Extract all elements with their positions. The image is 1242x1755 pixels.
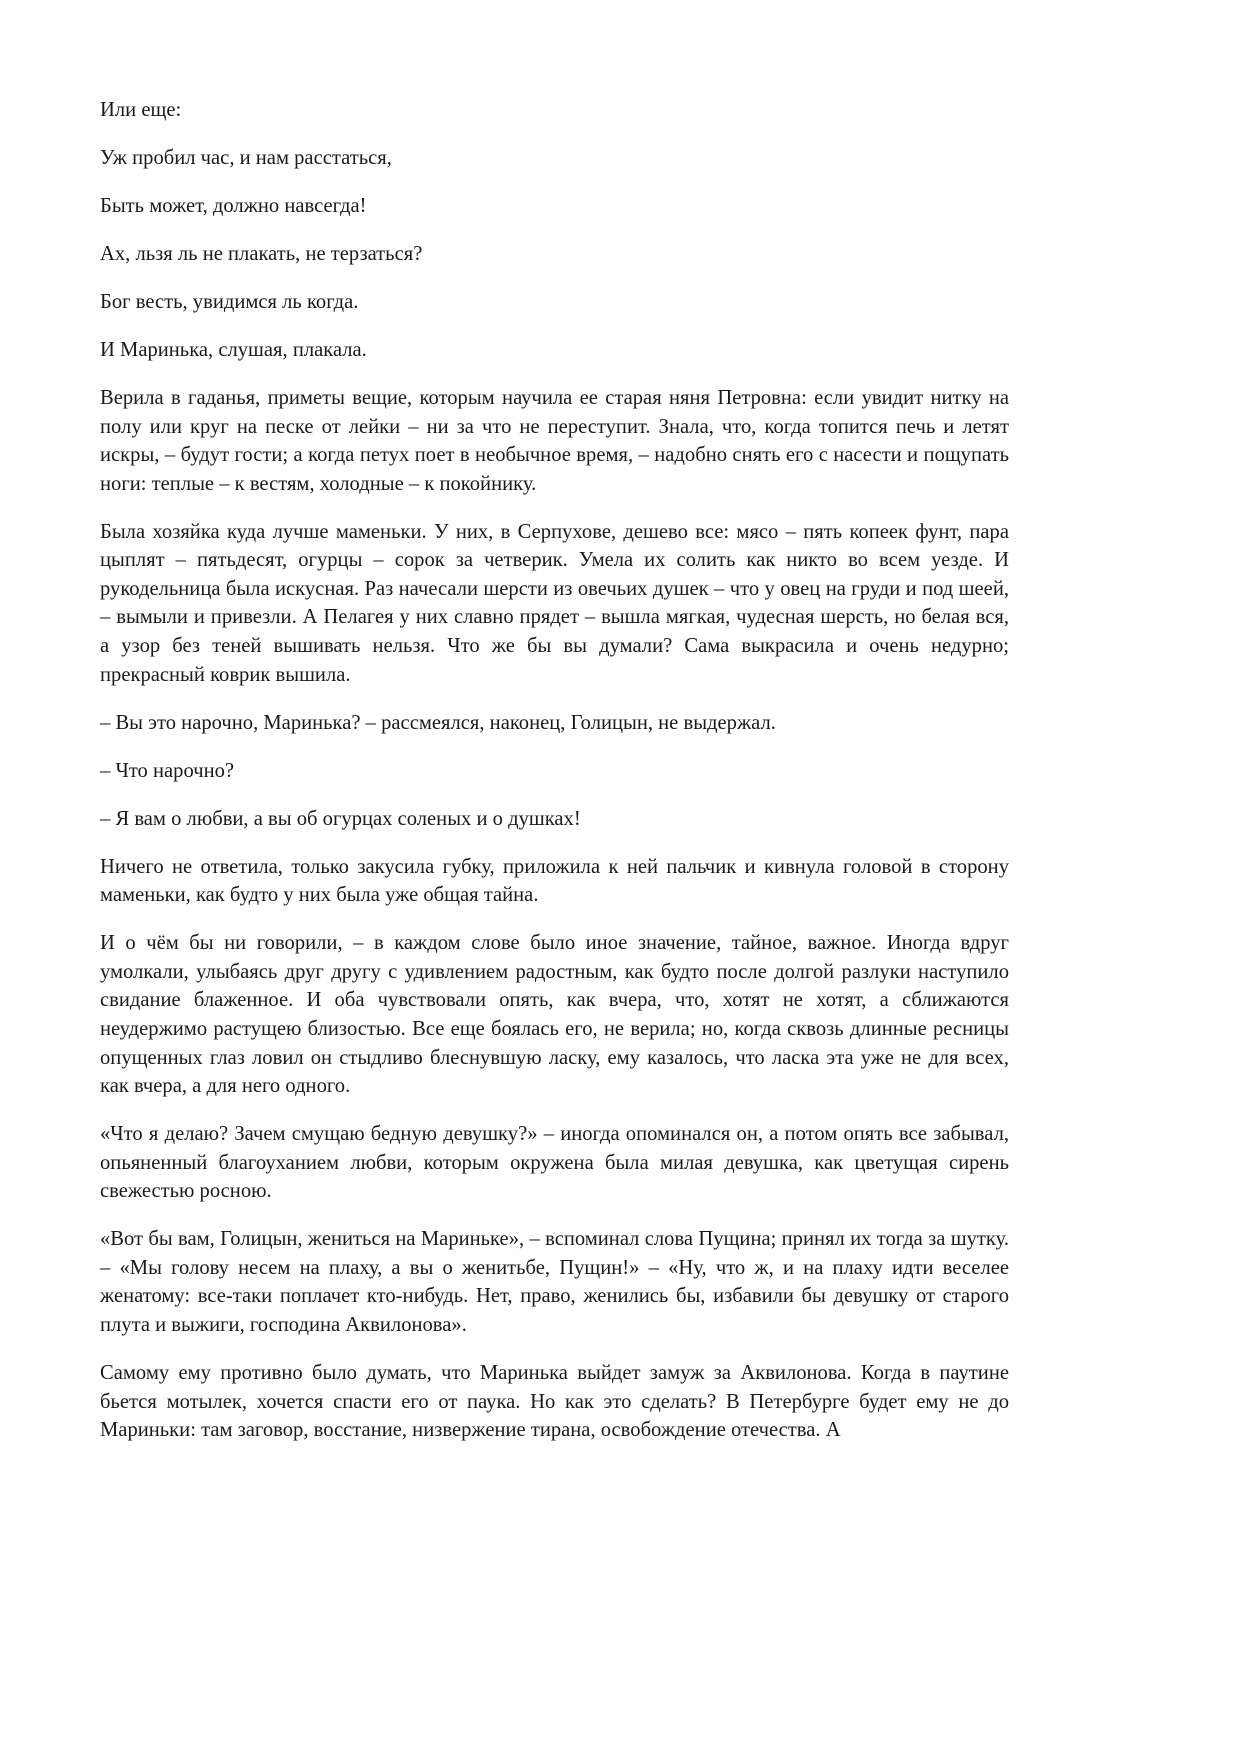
paragraph: «Вот бы вам, Голицын, жениться на Мариньке», – вспоминал слова Пущина; принял их тогда за шутку. – «Мы голову несем на плаху, а вы о женитьбе, Пущин!» – «Ну, что ж, и на плаху идти веселее женатому: все-таки поплачет кто-нибудь. Нет, право, женились бы, избавили бы девушку от старого плута и выжиги, господина Аквилонова».: [100, 1228, 1009, 1337]
document-page: [100, 96, 1009, 1464]
paragraph: Была хозяйка куда лучше маменьки. У них, в Серпухове, дешево все: мясо – пять копеек фунт, пара цыплят – пятьдесят, огурцы – сорок за четверик. Умела их солить как никто во всем уезде. И рукодельница была искусная. Раз начесали шерсти из овечьих душек – что у овец на груди и под шеей, – вымыли и привезли. А Пелагея у них славно прядет – вышла мягкая, чудесная шерсть, но белая вся, а узор без теней вышивать нельзя. Что же бы вы думали? Сама выкрасила и очень недурно; прекрасный коврик вышила.: [100, 520, 1009, 686]
dialogue-line: – Вы это нарочно, Маринька? – рассмеялся, наконец, Голицын, не выдержал.: [100, 711, 776, 734]
paragraph: «Что я делаю? Зачем смущаю бедную девушку?» – иногда опоминался он, а потом опять все забывал, опьяненный благоуханием любви, которым окружена была милая девушка, как цветущая сирень свежестью росною.: [100, 1123, 1009, 1203]
paragraph: Самому ему противно было думать, что Маринька выйдет замуж за Аквилонова. Когда в паутине бьется мотылек, хочется спасти его от паука. Но как это сделать? В Петербурге будет ему не до Мариньки: там заговор, восстание, низвержение тирана, освобождение отечества. А: [100, 1362, 1009, 1442]
verse-line: Быть может, должно навсегда!: [100, 194, 367, 217]
paragraph: И о чём бы ни говорили, – в каждом слове было иное значение, тайное, важное. Иногда вдруг умолкали, улыбаясь друг другу с удивлением радостным, как будто после долгой разлуки наступило свидание блаженное. И оба чувствовали опять, как вчера, что, хотят не хотят, а сближаются неудержимо растущею близостью. Все еще боялась его, не верила; но, когда сквозь длинные ресницы опущенных глаз ловил он стыдливо блеснувшую ласку, ему казалось, что ласка эта уже не для всех, как вчера, а для него одного.: [100, 932, 1009, 1098]
paragraph: Ничего не ответила, только закусила губку, приложила к ней пальчик и кивнула головой в сторону маменьки, как будто у них была уже общая тайна.: [100, 855, 1009, 907]
verse-line: Уж пробил час, и нам расстаться,: [100, 146, 392, 169]
dialogue-line: – Что нарочно?: [100, 759, 235, 782]
paragraph: И Маринька, слушая, плакала.: [100, 338, 367, 361]
verse-line: Ах, льзя ль не плакать, не терзаться?: [100, 242, 423, 265]
paragraph: Или еще:: [100, 99, 182, 121]
dialogue-line: – Я вам о любви, а вы об огурцах соленых и о душках!: [100, 807, 581, 830]
paragraph: Верила в гаданья, приметы вещие, которым научила ее старая няня Петровна: если увидит нитку на полу или круг на песке от лейки – ни за что не переступит. Знала, что, когда топится печь и летят искры, – будут гости; а когда петух поет в необычное время, – надобно снять его с насести и пощупать ноги: теплые – к вестям, холодные – к покойнику.: [100, 386, 1009, 495]
verse-line: Бог весть, увидимся ль когда.: [100, 290, 359, 313]
